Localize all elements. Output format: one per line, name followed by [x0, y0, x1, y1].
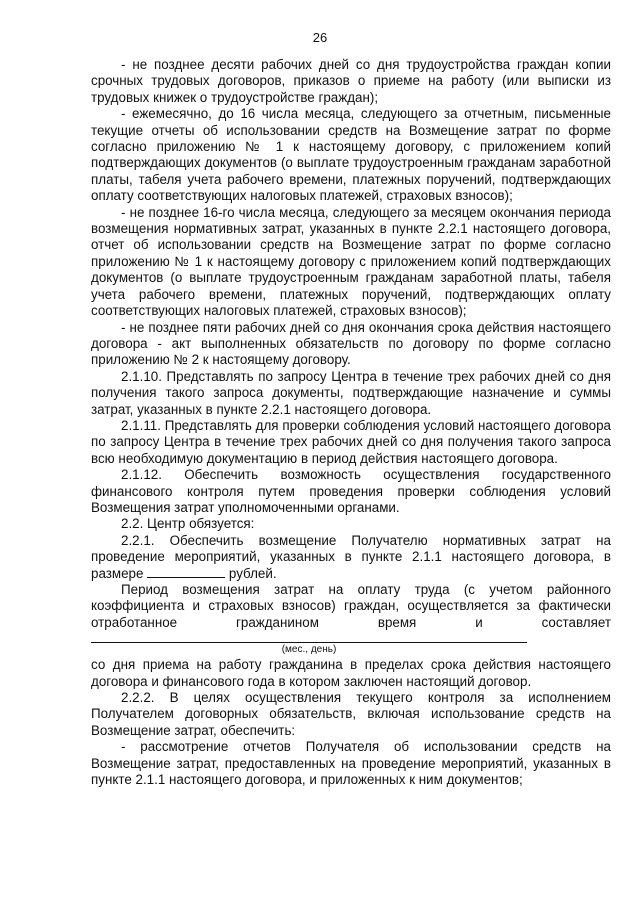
page-number: 26 [312, 30, 328, 45]
paragraph-report-review: - рассмотрение отчетов Получателя об использовании средств на Возмещение затрат, предоставленных на проведение мероприятий, указанных в пункте 2.1.1 настоящего договора, и приложенных к ним документов; [91, 739, 611, 788]
paragraph-completion-act: - не позднее пяти рабочих дней со дня окончания срока действия настоящего договора - акт выполненных обязательств по договору по форме согласно приложению № 2 к настоящему договору. [91, 319, 611, 368]
amount-blank [147, 566, 225, 578]
period-continuation: со дня приема на работу гражданина в пределах срока действия настоящего договора и финансового года в котором заключен настоящий договор. [91, 657, 611, 689]
paragraph-copies-of-contracts: - не позднее десяти рабочих дней со дня трудоустройства граждан копии срочных трудовых договоров, приказов о приеме на работу (или выписки из трудовых книжек о трудоустройстве граждан); [91, 57, 611, 105]
clause-2-2-1-text: 2.2.1. Обеспечить возмещение Получателю нормативных затрат на проведение мероприятий, указанных в пункте 2.1.1 настоящего договора, в размере [91, 532, 611, 581]
clause-2-2-2: 2.2.2. В целях осуществления текущего контроля за исполнением Получателем договорных обязательств, включая использование средств на Возмещение затрат, обеспечить: [91, 690, 611, 738]
clause-2-1-12: 2.1.12. Обеспечить возможность осуществления государственного финансового контроля путем проведения проверки соблюдения условий Возмещения затрат уполномоченными органами. [91, 467, 611, 515]
clause-2-1-10: 2.1.10. Представлять по запросу Центра в течение трех рабочих дней со дня получения такого запроса документы, подтверждающие назначение и суммы затрат, указанных в пункте 2.2.1 настоящего договора. [91, 368, 611, 417]
document-body [91, 57, 611, 788]
clause-2-2-heading: 2.2. Центр обязуется: [121, 516, 255, 532]
period-fill-caption: (мес., день) [281, 644, 337, 656]
paragraph-final-report: - не позднее 16-го числа месяца, следующего за месяцем окончания периода возмещения нормативных затрат, указанных в пункте 2.2.1 настоящего договора, отчет об использовании средств на Возмещение затрат по форме согласно приложению № 1 к настоящему договору с приложением копий подтверждающих документов (о выплате трудоустроенным гражданам заработной платы, табеля учета рабочего времени, платежных поручений, подтверждающих оплату соответствующих налоговых платежей, страховых взносов); [91, 204, 611, 319]
amount-unit: рублей. [228, 565, 277, 581]
clause-2-2-1 [91, 533, 611, 582]
paragraph-monthly-reports: - ежемесячно, до 16 числа месяца, следующего за отчетным, письменные текущие отчеты об использовании средств на Возмещение затрат по форме согласно приложению № 1 к настоящему договору, с приложением копий подтверждающих документов (о выплате трудоустроенным гражданам заработной платы, табеля учета рабочего времени, платежных поручений, подтверждающих оплату соответствующих налоговых платежей, страховых взносов); [91, 106, 611, 204]
clause-2-1-11: 2.1.11. Представлять для проверки соблюдения условий настоящего договора по запросу Центра в течение трех рабочих дней со дня получения такого запроса всю необходимую документацию в период действия настоящего договора. [91, 417, 611, 466]
period-paragraph: Период возмещения затрат на оплату труда (с учетом районного коэффициента и страховых взносов) граждан, осуществляется за фактически отработанное гражданином время и составляет [91, 582, 611, 630]
